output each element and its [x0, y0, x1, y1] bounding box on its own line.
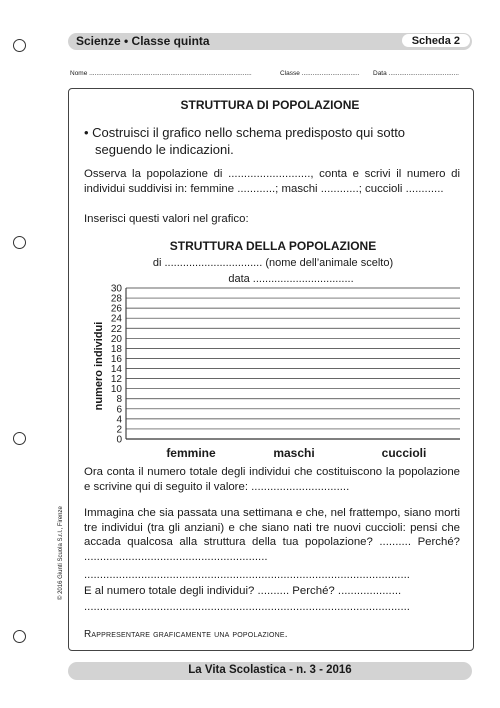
subject-label: Scienze • Classe quinta [76, 34, 210, 48]
observe-paragraph: Osserva la popolazione di .........................., conta e scrivi il numero di individui suddivisi in: femmine ............; maschi ............; cuccioli ............ [84, 168, 460, 195]
footer-bar [68, 662, 472, 680]
chart-subtitle-date: data ................................. [228, 273, 354, 285]
learning-objective: Rappresentare graficamente una popolazione. [84, 629, 288, 640]
punch-hole-top [13, 39, 26, 52]
answer-dotted-line-2[interactable]: ....................................................................................................... [84, 601, 410, 613]
y-tick-label-28: 28 [110, 293, 122, 305]
y-tick-label-8: 8 [116, 394, 122, 406]
worksheet-title: STRUTTURA DI POPOLAZIONE [180, 98, 360, 112]
y-tick-label-0: 0 [116, 434, 122, 446]
header-bar [68, 33, 472, 50]
y-tick-label-4: 4 [116, 414, 122, 426]
category-label-cuccioli: cuccioli [381, 446, 427, 460]
copyright-note: © 2016 Giunti Scuola S.r.l., Firenze [58, 506, 64, 600]
y-tick-label-2: 2 [116, 424, 122, 436]
chart-title: STRUTTURA DELLA POPOLAZIONE [169, 239, 377, 253]
chart-subtitle-animal: di ................................ (nome dell’animale scelto) [152, 257, 394, 269]
y-tick-label-10: 10 [110, 384, 122, 396]
y-tick-label-30: 30 [110, 283, 122, 295]
y-tick-label-14: 14 [110, 364, 122, 376]
y-tick-label-26: 26 [110, 303, 122, 315]
date-field[interactable]: Data ....................................... [373, 70, 459, 77]
category-label-femmine: femmine [166, 446, 216, 460]
category-label-maschi: maschi [273, 446, 315, 460]
count-paragraph: Ora conta il numero totale degli individui che costituiscono la popolazione e scrivine qui di seguito il valore: ............................... [84, 466, 460, 493]
y-tick-label-16: 16 [110, 353, 122, 365]
y-tick-label-6: 6 [116, 404, 122, 416]
y-tick-label-22: 22 [110, 323, 122, 335]
class-field[interactable]: Classe ................................ [280, 70, 360, 77]
publication-label: La Vita Scolastica - n. 3 - 2016 [188, 664, 352, 676]
instruction-line-1: • Costruisci il grafico nello schema predisposto qui sotto [84, 125, 406, 140]
sheet-badge: Scheda 2 [402, 34, 470, 47]
y-tick-label-24: 24 [110, 313, 122, 325]
name-field[interactable]: Nome .......................................................................................... [70, 70, 252, 77]
instruction-line-2: seguendo le indicazioni. [95, 142, 234, 157]
punch-hole-upper [13, 236, 26, 249]
punch-hole-bottom [13, 630, 26, 643]
punch-hole-lower [13, 432, 26, 445]
y-tick-label-18: 18 [110, 343, 122, 355]
insert-paragraph: Inserisci questi valori nel grafico: [84, 213, 249, 225]
imagine-paragraph: Immagina che sia passata una settimana e che, nel frattempo, siano morti tre individui (tra gli anziani) e che siano nati tre nuovi cuccioli: pensi che accada qualcosa alla struttura della tua popolazione? .......... Perché? .......................................................... [84, 507, 460, 563]
total-question: E al numero totale degli individui? .......... Perché? .................... [84, 585, 402, 597]
y-tick-label-20: 20 [110, 333, 122, 345]
answer-dotted-line-1[interactable]: ....................................................................................................... [84, 569, 410, 581]
y-tick-label-12: 12 [110, 374, 122, 386]
y-axis-label: numero individui [93, 321, 105, 411]
